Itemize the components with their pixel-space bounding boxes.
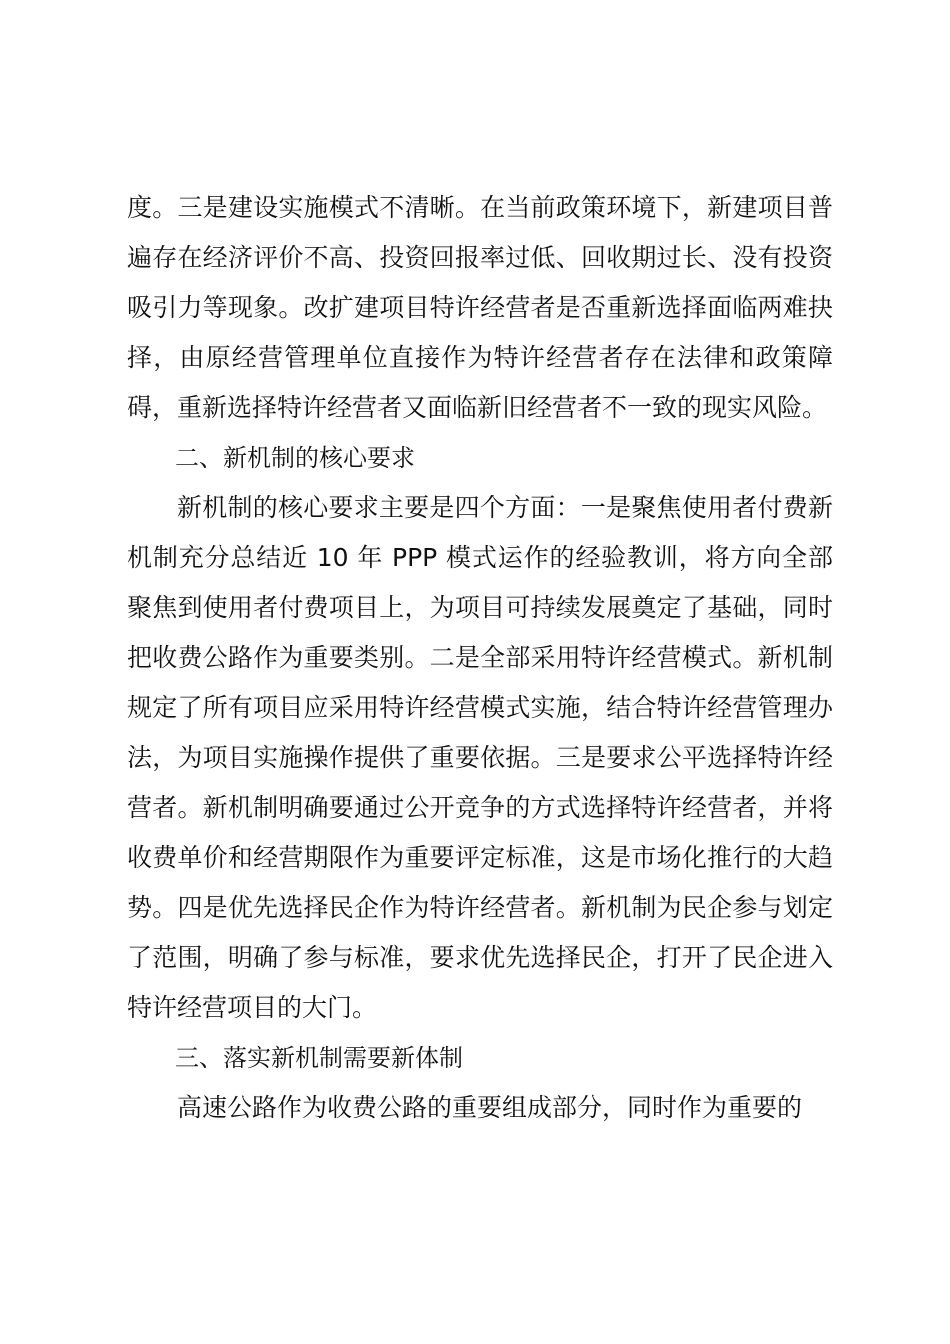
document-page [127, 183, 833, 1133]
paragraph-core-requirements: 新机制的核心要求主要是四个方面：一是聚焦使用者付费新机制充分总结近 10 年 PPP 模式运作的经验教训，将方向全部聚焦到使用者付费项目上，为项目可持续发展奠定了基础，同时把收费公路作为重要类别。二是全部采用特许经营模式。新机制规定了所有项目应采用特许经营模式实施，结合特许经营管理办法，为项目实施操作提供了重要依据。三是要求公平选择特许经营者。新机制明确要通过公开竞争的方式选择特许经营者，并将收费单价和经营期限作为重要评定标准，这是市场化推行的大趋势。四是优先选择民企作为特许经营者。新机制为民企参与划定了范围，明确了参与标准，要求优先选择民企，打开了民企进入特许经营项目的大门。 [127, 493, 833, 1022]
paragraph-continuation: 度。三是建设实施模式不清晰。在当前政策环境下，新建项目普遍存在经济评价不高、投资回报率过低、回收期过长、没有投资吸引力等现象。改扩建项目特许经营者是否重新选择面临两难抉择，由原经营管理单位直接作为特许经营者存在法律和政策障碍，重新选择特许经营者又面临新旧经营者不一致的现实风险。 [127, 193, 833, 422]
section-heading-3: 三、落实新机制需要新体制 [175, 1044, 463, 1072]
paragraph-highway: 高速公路作为收费公路的重要组成部分，同时作为重要的 [177, 1093, 803, 1122]
section-heading-2: 二、新机制的核心要求 [175, 444, 415, 472]
